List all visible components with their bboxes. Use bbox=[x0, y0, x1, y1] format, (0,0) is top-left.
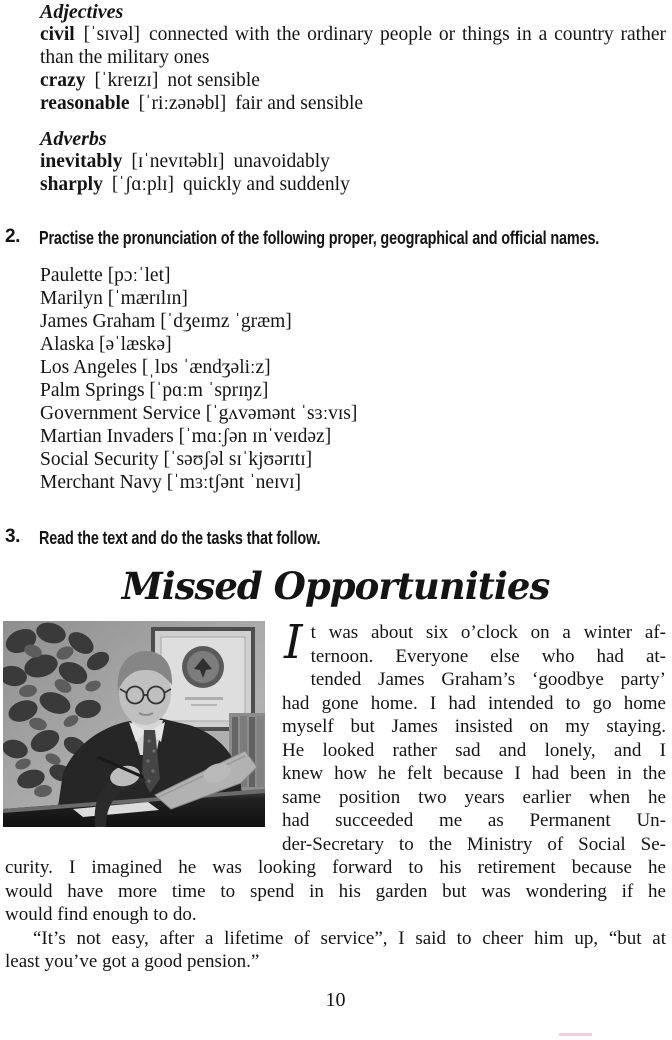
name-item: Martian Invaders [ˈmɑːʃən ɪnˈveɪdəz] bbox=[40, 426, 332, 447]
exercise-2-number: 2. bbox=[5, 226, 20, 247]
exercise-3-instruction: Read the text and do the tasks that follow. bbox=[39, 527, 321, 548]
name-item: James Graham [ˈdʒeɪmz ˈgræm] bbox=[40, 311, 292, 332]
name-item: Marilyn [ˈmærɪlɪn] bbox=[40, 288, 188, 309]
story-line: He looked rather sad and lonely, and I bbox=[282, 739, 666, 761]
vocab-word: inevitably bbox=[40, 151, 123, 172]
vocab-word: sharply bbox=[40, 174, 103, 195]
name-item: Palm Springs [ˈpɑːm ˈsprɪŋz] bbox=[40, 380, 269, 401]
vocab-definition: not sensible bbox=[167, 70, 260, 91]
story-line: curity. I imagined he was looking forward to his retirement because he bbox=[5, 857, 666, 878]
story-line: der-Secretary to the Ministry of Social Se- bbox=[282, 833, 666, 855]
story-line: It was about six o’clock on a winter af- bbox=[284, 615, 666, 670]
adjectives-section bbox=[40, 2, 666, 115]
adverbs-section bbox=[40, 129, 666, 196]
exercise-3-number: 3. bbox=[5, 526, 20, 547]
story-narrow-column bbox=[282, 615, 666, 856]
vocab-entry-sharply bbox=[40, 173, 666, 196]
story-wide-column bbox=[5, 856, 666, 974]
vocab-ipa: [ɪˈnevɪtəblɪ] bbox=[131, 151, 225, 172]
vocab-ipa: [ˈsɪvəl] bbox=[83, 24, 140, 45]
vocab-entry-crazy bbox=[40, 69, 666, 92]
story-line: had gone home. I had intended to go home bbox=[282, 692, 666, 714]
vocab-entry-civil bbox=[40, 23, 666, 69]
name-item: Government Service [ˈgʌvəmənt ˈsɜːvɪs] bbox=[40, 403, 358, 424]
vocab-definition: quickly and suddenly bbox=[183, 174, 350, 195]
story-line: knew how he felt because I had been in the bbox=[282, 763, 666, 784]
name-item: Social Security [ˈsəʊʃəl sɪˈkjʊərɪtɪ] bbox=[40, 449, 313, 470]
page-number: 10 bbox=[325, 988, 346, 1011]
pink-mark bbox=[559, 1033, 592, 1036]
story-line: same position two years earlier when he bbox=[282, 786, 666, 808]
vocab-ipa: [ˈriːzənəbl] bbox=[138, 93, 227, 114]
story-line: myself but James insisted on my staying. bbox=[282, 716, 666, 737]
exercise-3-heading bbox=[5, 526, 666, 550]
exercise-2-heading bbox=[5, 226, 666, 250]
story-line: would find enough to do. bbox=[5, 904, 197, 925]
story-text bbox=[5, 615, 666, 974]
man-at-desk-photo bbox=[3, 621, 265, 827]
name-item: Alaska [əˈlæskə] bbox=[40, 334, 172, 355]
name-item: Paulette [pɔːˈlet] bbox=[40, 265, 171, 286]
vocab-definition: fair and sensible bbox=[235, 93, 364, 114]
vocab-entry-inevitably bbox=[40, 150, 666, 173]
vocab-definition: connected with the ordinary people or things in a country rather than the military ones bbox=[40, 24, 666, 68]
story-line: tended James Graham’s ‘goodbye party’ bbox=[310, 669, 666, 690]
vocab-ipa: [ˈʃɑːplɪ] bbox=[111, 174, 175, 195]
exercise-2-instruction: Practise the pronunciation of the following proper, geographical and official names. bbox=[39, 227, 600, 248]
story-line: “It’s not easy, after a lifetime of service”, I said to cheer him up, “but at bbox=[33, 927, 666, 949]
name-item: Merchant Navy [ˈmɜːtʃənt ˈneɪvɪ] bbox=[40, 472, 302, 493]
vocab-word: civil bbox=[40, 24, 75, 45]
story-line: ternoon. Everyone else who had at- bbox=[310, 645, 666, 667]
story-line: least you’ve got a good pension.” bbox=[5, 951, 260, 972]
adjectives-heading: Adjectives bbox=[40, 1, 124, 23]
story-line: had succeeded me as Permanent Un- bbox=[282, 810, 666, 831]
name-item: Los Angeles [ˌlɒs ˈændʒəliːz] bbox=[40, 357, 271, 378]
story-line: would have more time to spend in his garden but was wondering if he bbox=[5, 880, 666, 902]
story-title: Missed Opportunities bbox=[121, 564, 550, 608]
vocab-entry-reasonable bbox=[40, 92, 666, 115]
names-list bbox=[40, 264, 666, 494]
vocab-definition: unavoidably bbox=[233, 151, 330, 172]
vocab-word: reasonable bbox=[40, 93, 130, 114]
adverbs-heading: Adverbs bbox=[40, 128, 107, 150]
dropcap-letter: I bbox=[284, 615, 303, 670]
vocab-ipa: [ˈkreɪzɪ] bbox=[94, 70, 159, 91]
vocab-word: crazy bbox=[40, 70, 86, 91]
